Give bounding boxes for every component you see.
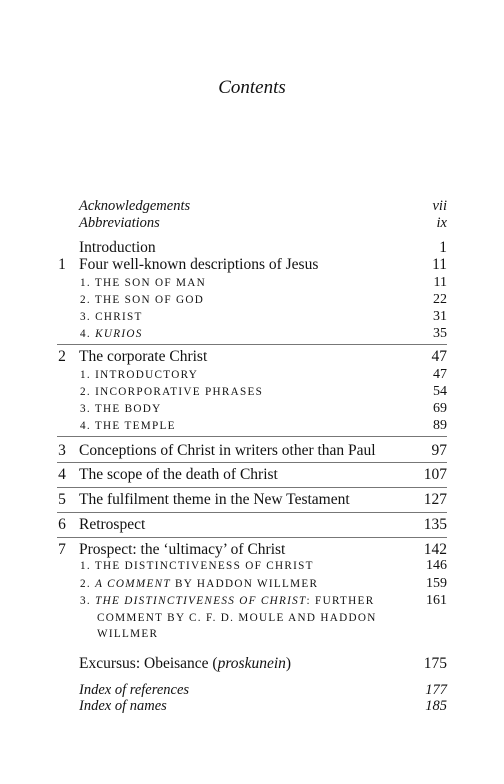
section-number: 4.: [80, 328, 91, 340]
section-number: 1.: [80, 277, 91, 289]
section-title-italic: A COMMENT: [95, 578, 171, 590]
section-title-italic: THE DISTINCTIVENESS OF CHRIST: [95, 595, 307, 607]
chapter-page: 97: [431, 442, 447, 459]
section-number: 2.: [80, 294, 91, 306]
page-title: Contents: [218, 77, 286, 98]
section-title: KURIOS: [95, 328, 143, 340]
chapter-page: 107: [423, 466, 447, 483]
chapter-page: 127: [423, 491, 447, 508]
section-number: 3.: [80, 403, 91, 415]
toc-entry-page: vii: [432, 198, 447, 214]
chapter-title: Retrospect: [79, 516, 146, 533]
section-title: THE SON OF GOD: [94, 294, 205, 306]
section-title: CHRIST: [95, 311, 143, 323]
chapter-title: Prospect: the ‘ultimacy’ of Christ: [79, 541, 286, 558]
chapter-page: 11: [432, 256, 447, 273]
toc-entry-page: 177: [425, 682, 447, 698]
divider: [57, 537, 447, 538]
divider: [57, 512, 447, 513]
toc-entry-page: ix: [436, 215, 447, 231]
toc-entry-page: 185: [425, 698, 447, 714]
section-page: 47: [433, 367, 447, 382]
section-title: THE BODY: [94, 403, 162, 415]
section-number: 2.: [80, 386, 91, 398]
toc-entry-title: Introduction: [79, 239, 156, 256]
section-page: 31: [433, 309, 447, 324]
section-title-rest: : FURTHER: [306, 595, 375, 607]
toc-entry-title: Acknowledgements: [79, 198, 191, 214]
section-page: 54: [433, 384, 447, 399]
section-page: 161: [426, 593, 447, 608]
chapter-title: Conceptions of Christ in writers other than Paul: [79, 442, 376, 459]
chapter-number: 7: [58, 541, 66, 558]
section-page: 22: [433, 292, 447, 307]
section-title: THE TEMPLE: [94, 420, 176, 432]
chapter-number: 6: [58, 516, 66, 533]
section-title: INTRODUCTORY: [95, 369, 199, 381]
chapter-page: 142: [423, 541, 447, 558]
chapter-page: 47: [431, 348, 447, 365]
toc-entry-title: Index of references: [79, 682, 190, 698]
divider: [57, 462, 447, 463]
section-title-line3: WILLMER: [97, 628, 159, 640]
section-page: 11: [433, 275, 447, 290]
toc-entry-title: Index of names: [79, 698, 167, 714]
chapter-number: 3: [58, 442, 66, 459]
section-page: 35: [433, 326, 447, 341]
divider: [57, 487, 447, 488]
section-number: 3.: [80, 311, 91, 323]
chapter-title: The fulfilment theme in the New Testament: [79, 491, 350, 508]
section-title: INCORPORATIVE PHRASES: [95, 386, 264, 398]
section-number: 3.: [80, 595, 91, 607]
excursus-prefix: Excursus: Obeisance (: [79, 655, 218, 672]
chapter-title: Four well-known descriptions of Jesus: [79, 256, 319, 273]
section-number: 4.: [80, 420, 91, 432]
section-title: THE DISTINCTIVENESS OF CHRIST: [94, 560, 314, 572]
section-title: THE SON OF MAN: [94, 277, 207, 289]
chapter-title: The corporate Christ: [79, 348, 208, 365]
chapter-page: 135: [423, 516, 447, 533]
excursus-word: proskunein: [217, 655, 286, 672]
section-page: 159: [426, 576, 447, 591]
chapter-number: 1: [58, 256, 66, 273]
chapter-number: 4: [58, 466, 66, 483]
section-page: 89: [433, 418, 447, 433]
section-page: 69: [433, 401, 447, 416]
section-title-line2: COMMENT BY C. F. D. MOULE AND HADDON: [97, 612, 377, 624]
excursus-page: 175: [423, 655, 447, 672]
section-number: 1.: [80, 369, 91, 381]
chapter-title: The scope of the death of Christ: [79, 466, 278, 483]
excursus-suffix: ): [285, 655, 292, 672]
divider: [57, 436, 447, 437]
section-number: 1.: [80, 560, 91, 572]
toc-entry-title: Abbreviations: [79, 215, 160, 231]
section-title-rest: BY HADDON WILLMER: [170, 578, 319, 590]
section-number: 2.: [80, 578, 91, 590]
divider: [57, 344, 447, 345]
section-page: 146: [426, 558, 447, 573]
toc-entry-page: 1: [439, 239, 447, 256]
chapter-number: 2: [58, 348, 66, 365]
chapter-number: 5: [58, 491, 66, 508]
